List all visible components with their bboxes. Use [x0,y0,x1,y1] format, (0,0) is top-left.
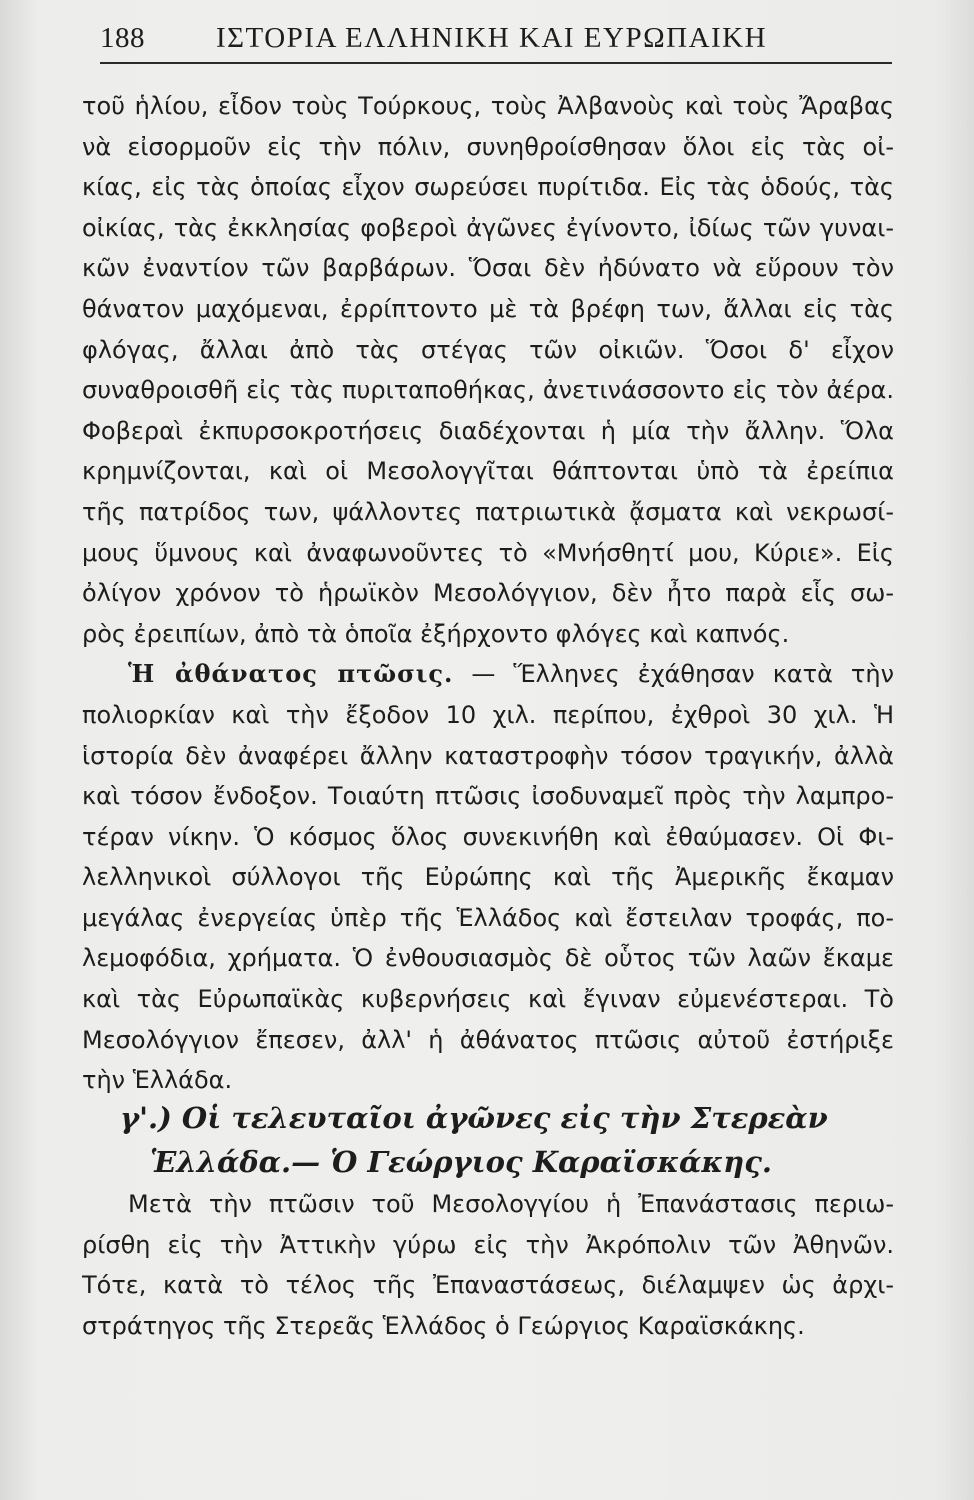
paragraph-line: μεγάλας ἐνεργείας ὑπὲρ τῆς Ἑλλάδος καὶ ἔστειλαν τροφάς, πο- [82,903,894,932]
section-heading-line: γ'.) Οἱ τελευταῖοι ἀγῶνες εἰς τὴν Στερεὰν [120,1101,828,1135]
paragraph-line: τοῦ ἡλίου, εἶδον τοὺς Τούρκους, τοὺς Ἀλβανοὺς καὶ τοὺς Ἄραβας [82,92,894,120]
paragraph-line: στράτηγος τῆς Στερεᾶς Ἑλλάδος ὁ Γεώργιος Καραϊσκάκης. [82,1311,805,1340]
paragraph-line: πολιορκίαν καὶ τὴν ἔξοδον 10 χιλ. περίπου, ἐχθροὶ 30 χιλ. Ἡ [82,700,894,729]
running-title: ΙΣΤΟΡΙΑ ΕΛΛΗΝΙΚΗ ΚΑΙ ΕΥΡΩΠΑΙΚΗ [216,22,768,54]
paragraph-line: συναθροισθῆ εἰς τὰς πυριταποθήκας, ἀνετινάσσοντο εἰς τὸν ἀέρα. [82,376,894,405]
paragraph-line: τέραν νίκην. Ὁ κόσμος ὅλος συνεκινήθη καὶ ἐθαύμασεν. Οἱ Φι- [82,822,894,851]
first-line-rest: — Ἕλληνες ἐχάθησαν κατὰ τὴν [471,660,894,689]
paragraph-line: Τότε, κατὰ τὸ τέλος τῆς Ἐπαναστάσεως, διέλαμψεν ὡς ἀρχι- [82,1271,894,1300]
running-head [100,14,892,64]
paragraph-line: ρίσθη εἰς τὴν Ἀττικὴν γύρω εἰς τὴν Ἀκρόπολιν τῶν Ἀθηνῶν. [82,1230,894,1259]
paragraph-line: ἱστορία δὲν ἀναφέρει ἄλλην καταστροφὴν τόσον τραγικήν, ἀλλὰ [82,741,894,770]
page-number: 188 [100,22,145,54]
paragraph-line: ρὸς ἐρειπίων, ἀπὸ τὰ ὁποῖα ἐξήρχοντο φλόγες καὶ καπνός. [82,619,790,648]
paragraph-line: Φοβεραὶ ἐκπυρσοκροτήσεις διαδέχονται ἡ μία τὴν ἄλλην. Ὅλα [82,416,894,445]
body-text [82,86,894,1101]
paragraph-line: φλόγας, ἄλλαι ἀπὸ τὰς στέγας τῶν οἰκιῶν. Ὅσοι δ' εἶχον [82,335,894,364]
paragraph-line: κῶν ἐναντίον τῶν βαρβάρων. Ὅσαι δὲν ἠδύνατο νὰ εὕρουν τὸν [82,254,894,283]
paragraph-line: κρημνίζονται, καὶ οἱ Μεσολογγῖται θάπτονται ὑπὸ τὰ ἐρείπια [82,457,894,486]
paragraph-line: ὀλίγον χρόνον τὸ ἡρωϊκὸν Μεσολόγγιον, δὲν ἦτο παρὰ εἷς σω- [82,579,894,608]
paragraph-line: θάνατον μαχόμεναι, ἐρρίπτοντο μὲ τὰ βρέφη των, ἄλλαι εἰς τὰς [82,294,894,323]
paragraph-line: καὶ τὰς Εὐρωπαϊκὰς κυβερνήσεις καὶ ἔγιναν εὐμενέστεραι. Τὸ [82,985,894,1014]
paragraph-line: καὶ τόσον ἔνδοξον. Τοιαύτη πτῶσις ἰσοδυναμεῖ πρὸς τὴν λαμπρο- [82,782,894,811]
paragraph-line: Μεσολόγγιον ἔπεσεν, ἀλλ' ἡ ἀθάνατος πτῶσις αὐτοῦ ἐστήριξε [82,1025,894,1054]
section-heading-line: Ἑλλάδα.— Ὁ Γεώργιος Καραϊσκάκης. [150,1145,772,1179]
paragraph-line: Μετὰ τὴν πτῶσιν τοῦ Μεσολογγίου ἡ Ἐπανάστασις περιω- [128,1190,894,1218]
paragraph-first-line [82,654,894,695]
run-in-heading: Ἡ ἀθάνατος πτῶσις. [128,659,454,689]
paragraph-line: τὴν Ἑλλάδα. [82,1066,233,1095]
section-heading [120,1096,828,1184]
paragraph-line: λεμοφόδια, χρήματα. Ὁ ἐνθουσιασμὸς δὲ οὗτος τῶν λαῶν ἔκαμε [82,944,894,973]
paragraph-line: μους ὕμνους καὶ ἀναφωνοῦντες τὸ «Μνήσθητί μου, Κύριε». Εἰς [82,538,894,567]
paragraph-line: νὰ εἰσορμοῦν εἰς τὴν πόλιν, συνηθροίσθησαν ὅλοι εἰς τὰς οἰ- [82,132,894,161]
paragraph-line: τῆς πατρίδος των, ψάλλοντες πατριωτικὰ ᾄσματα καὶ νεκρωσί- [82,497,894,526]
paragraph-line: λελληνικοὶ σύλλογοι τῆς Εὐρώπης καὶ τῆς Ἀμερικῆς ἔκαμαν [82,863,894,892]
paragraph-line: κίας, εἰς τὰς ὁποίας εἶχον σωρεύσει πυρίτιδα. Εἰς τὰς ὁδούς, τὰς [82,173,894,202]
section-body-text [82,1184,894,1346]
paragraph-line: οἰκίας, τὰς ἐκκλησίας φοβεροὶ ἀγῶνες ἐγίνοντο, ἰδίως τῶν γυναι- [82,213,894,242]
